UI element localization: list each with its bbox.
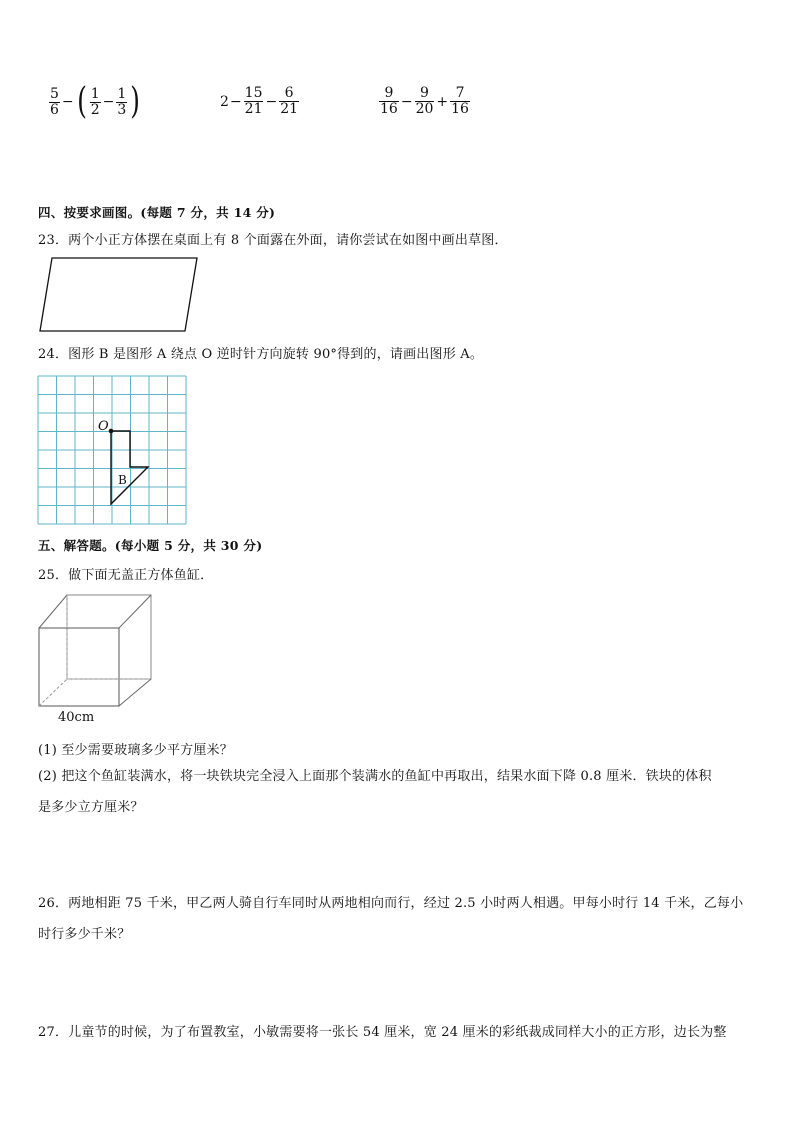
question-25: 25．做下面无盖正方体鱼缸． xyxy=(38,568,214,583)
question-27: 27．儿童节的时候，为了布置教室，小敏需要将一张长 54 厘米，宽 24 厘米的彩纸裁成同样大小的正方形，边长为整 xyxy=(38,1025,727,1040)
fraction: $\frac{1}{3}$ xyxy=(117,85,127,118)
cube-figure xyxy=(36,592,156,712)
question-26: 26．两地相距 75 千米，甲乙两人骑自行车同时从两地相向而行，经过 2.5 小时两人相遇。甲每小时行 14 千米，乙每小 时行多少千米？ xyxy=(38,896,744,942)
parallelogram-figure xyxy=(36,255,202,335)
point-o xyxy=(109,429,114,434)
fraction: $\frac{15}{21}$ xyxy=(244,85,263,117)
question-23: 23．两个小正方体摆在桌面上有 8 个面露在外面，请你尝试在如图中画出草图． xyxy=(38,233,508,248)
label-b: B xyxy=(118,473,127,487)
question-24: 24．图形 B 是图形 A 绕点 O 逆时针方向旋转 90°得到的，请画出图形 A。 xyxy=(38,347,484,362)
cube-edge-label: 40cm xyxy=(58,710,95,725)
fraction: $\frac{6}{21}$ xyxy=(280,85,299,117)
grid-lines xyxy=(38,376,186,524)
question-25-part-2: (2) 把这个鱼缸装满水，将一块铁块完全浸入上面那个装满水的鱼缸中再取出，结果水面下降 0.8 厘米．铁块的体积 是多少立方厘米？ xyxy=(38,769,712,815)
shape-b xyxy=(111,431,148,504)
fraction: $\frac{7}{16}$ xyxy=(451,85,469,117)
question-25-part-1: (1) 至少需要玻璃多少平方厘米？ xyxy=(38,743,233,758)
fraction: $\frac{9}{20}$ xyxy=(415,85,434,117)
fraction: $\frac{9}{16}$ xyxy=(380,85,398,117)
fraction: $\frac{1}{2}$ xyxy=(90,85,100,118)
section-heading-4: 四、按要求画图。(每题 7 分，共 14 分) xyxy=(38,205,276,220)
expression-3: $\frac{9}{16}$ − $\frac{9}{20}$ + $\frac{7}{16}$ xyxy=(380,85,469,117)
expression-2: 2 − $\frac{15}{21}$ − $\frac{6}{21}$ xyxy=(220,85,299,117)
label-o: O xyxy=(98,419,109,434)
rotation-grid-figure xyxy=(37,375,187,525)
section-heading-5: 五、解答题。(每小题 5 分，共 30 分) xyxy=(38,538,263,553)
expression-1: $\frac{5}{6}$ − ( $\frac{1}{2}$ − $\frac{1}{3}$ ) xyxy=(50,81,141,122)
fraction: $\frac{5}{6}$ xyxy=(50,85,59,118)
